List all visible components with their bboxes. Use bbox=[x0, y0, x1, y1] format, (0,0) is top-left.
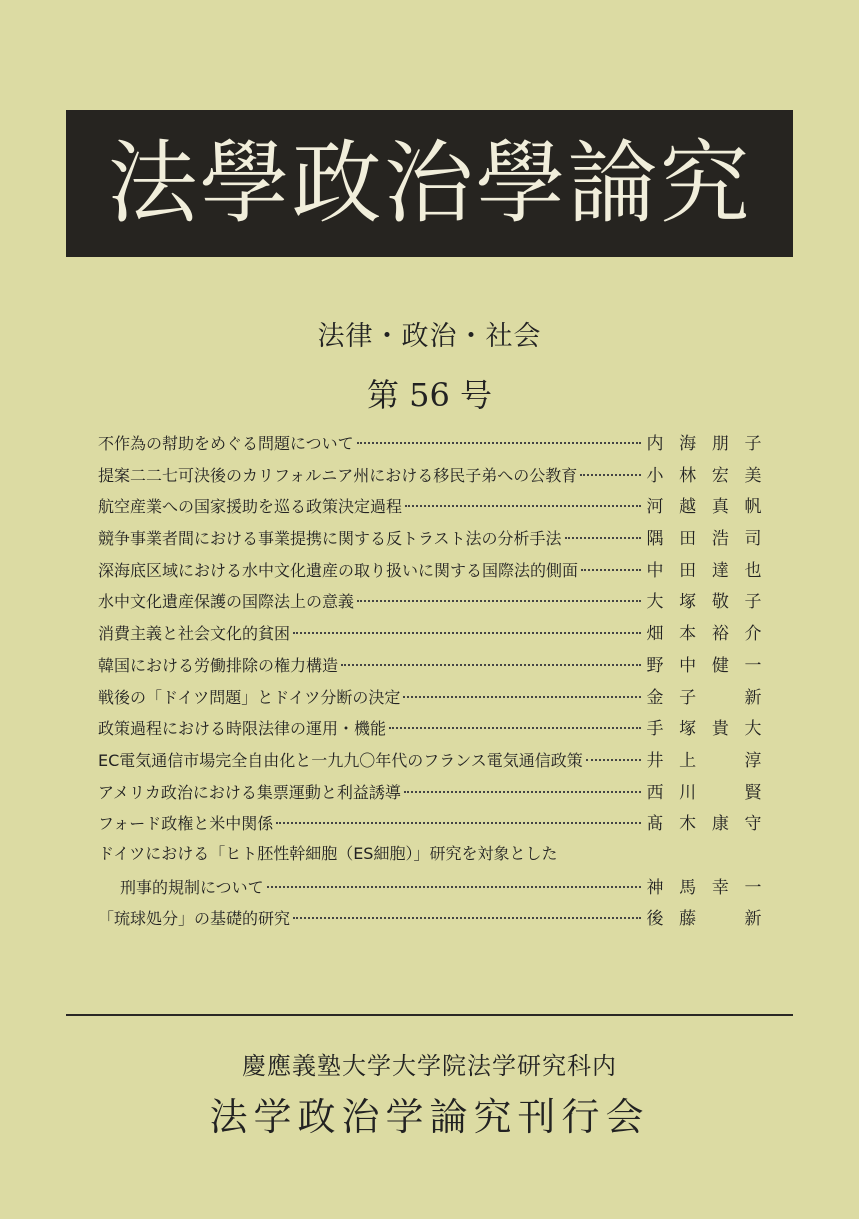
author-character: 新 bbox=[744, 909, 762, 930]
author-character: 馬 bbox=[679, 877, 697, 898]
toc-entry bbox=[98, 683, 764, 715]
author-character: 康 bbox=[711, 814, 729, 835]
subtitle: 法律・政治・社会 bbox=[317, 321, 542, 352]
table-of-contents bbox=[98, 429, 764, 936]
author-character: 木 bbox=[679, 814, 697, 835]
toc-entry-title: 深海底区域における水中文化遺産の取り扱いに関する国際法的側面 bbox=[98, 560, 579, 580]
toc-entry bbox=[98, 714, 764, 746]
toc-entry bbox=[98, 873, 764, 905]
author-character: 井 bbox=[646, 750, 664, 771]
author-character: 帆 bbox=[744, 497, 762, 518]
author-character: 塚 bbox=[679, 719, 697, 740]
author-character: 浩 bbox=[711, 529, 729, 550]
author-character bbox=[709, 683, 731, 708]
author-character: 手 bbox=[646, 719, 664, 740]
author-character: 河 bbox=[646, 497, 664, 518]
author-character: 塚 bbox=[679, 592, 697, 613]
author-character: 幸 bbox=[711, 877, 729, 898]
author-character bbox=[709, 778, 731, 803]
toc-leader-dots bbox=[580, 474, 641, 476]
toc-entry-title: 消費主義と社会文化的貧困 bbox=[98, 624, 291, 644]
toc-entry bbox=[98, 809, 764, 841]
author-character: 介 bbox=[744, 624, 762, 645]
author-character: 大 bbox=[744, 719, 762, 740]
author-character: 朋 bbox=[711, 434, 729, 454]
toc-entry bbox=[98, 524, 764, 556]
author-character: 一 bbox=[744, 877, 762, 898]
toc-entry-author bbox=[644, 461, 764, 486]
journal-title: 法學政治學論究 bbox=[107, 130, 752, 236]
author-character: 田 bbox=[679, 529, 697, 550]
toc-entry-title: 不作為の幇助をめぐる問題について bbox=[98, 434, 354, 453]
toc-entry-title: アメリカ政治における集票運動と利益誘導 bbox=[98, 782, 401, 802]
author-character: 一 bbox=[744, 655, 762, 676]
toc-entry-author bbox=[644, 904, 764, 929]
author-character: 藤 bbox=[679, 909, 697, 930]
toc-leader-dots bbox=[357, 600, 641, 602]
toc-leader-dots bbox=[293, 632, 641, 634]
toc-entry-title: 政策過程における時限法律の運用・機能 bbox=[98, 719, 387, 739]
toc-entry-author bbox=[644, 556, 764, 581]
toc-entry bbox=[98, 904, 764, 936]
toc-entry-author bbox=[644, 809, 764, 834]
author-character: 新 bbox=[744, 687, 762, 708]
toc-entry bbox=[98, 587, 764, 619]
author-character: 上 bbox=[679, 750, 697, 771]
toc-entry-author bbox=[644, 651, 764, 676]
author-character: 司 bbox=[744, 529, 762, 550]
toc-leader-dots bbox=[565, 537, 641, 539]
author-character: 畑 bbox=[646, 624, 664, 645]
toc-leader-dots bbox=[404, 791, 641, 793]
toc-leader-dots bbox=[586, 759, 641, 761]
toc-entry bbox=[98, 429, 764, 461]
toc-entry-author bbox=[644, 683, 764, 708]
title-band bbox=[66, 110, 793, 257]
author-character: 林 bbox=[679, 465, 697, 486]
toc-leader-dots bbox=[357, 442, 641, 444]
author-character: 淳 bbox=[744, 750, 762, 771]
toc-entry-title: 航空産業への国家援助を巡る政策決定過程 bbox=[98, 497, 403, 517]
toc-entry-title: フォード政権と米中関係 bbox=[98, 814, 274, 834]
toc-entry-title: 「琉球処分」の基礎的研究 bbox=[98, 909, 291, 929]
author-character: 小 bbox=[646, 465, 664, 486]
author-character: 神 bbox=[646, 877, 664, 898]
publisher-name: 法学政治学論究刊行会 bbox=[209, 1095, 650, 1139]
author-character: 野 bbox=[646, 655, 664, 676]
author-character: 大 bbox=[646, 592, 664, 613]
author-character: 守 bbox=[744, 814, 762, 835]
toc-leader-dots bbox=[341, 664, 641, 666]
toc-leader-dots bbox=[403, 696, 641, 698]
author-character: 中 bbox=[646, 560, 664, 581]
author-character: 貴 bbox=[711, 719, 729, 740]
toc-entry-title: 戦後の「ドイツ問題」とドイツ分断の決定 bbox=[98, 687, 401, 707]
author-character: 真 bbox=[711, 497, 729, 518]
author-character: 也 bbox=[744, 560, 762, 581]
author-character: 中 bbox=[679, 655, 697, 676]
author-character: 子 bbox=[744, 592, 762, 613]
toc-entry-title: 提案二二七可決後のカリフォルニア州における移民子弟への公教育 bbox=[98, 465, 578, 485]
toc-entry-author bbox=[644, 873, 764, 898]
author-character: 金 bbox=[646, 687, 664, 708]
author-character: 美 bbox=[744, 465, 762, 486]
author-character: 賢 bbox=[744, 782, 762, 803]
toc-leader-dots bbox=[389, 727, 641, 729]
author-character: 後 bbox=[646, 909, 664, 930]
toc-entry bbox=[98, 461, 764, 493]
toc-entry-title: 競争事業者間における事業提携に関する反トラスト法の分析手法 bbox=[98, 529, 562, 549]
author-character: 宏 bbox=[711, 465, 729, 486]
author-character: 田 bbox=[679, 560, 697, 581]
toc-entry-author bbox=[644, 746, 764, 771]
author-character: 子 bbox=[744, 434, 762, 454]
toc-entry bbox=[98, 778, 764, 810]
divider bbox=[66, 1014, 793, 1016]
author-character: 髙 bbox=[646, 814, 664, 835]
toc-entry bbox=[98, 651, 764, 683]
author-character bbox=[709, 904, 731, 929]
toc-entry-title: 刑事的規制について bbox=[120, 877, 264, 897]
toc-entry-author bbox=[644, 778, 764, 803]
author-character: 越 bbox=[679, 497, 697, 518]
toc-entry-author bbox=[644, 714, 764, 739]
author-character: 健 bbox=[711, 655, 729, 676]
toc-entry-title: ドイツにおける「ヒト胚性幹細胞（ES細胞）」研究を対象とした bbox=[98, 843, 558, 863]
toc-entry-author bbox=[644, 429, 764, 454]
author-character: 川 bbox=[679, 782, 697, 803]
toc-entry bbox=[98, 492, 764, 524]
toc-entry-author bbox=[644, 524, 764, 549]
author-character: 海 bbox=[679, 434, 697, 454]
toc-entry-author bbox=[644, 492, 764, 517]
toc-entry-title: EC電気通信市場完全自由化と一九九〇年代のフランス電気通信政策 bbox=[98, 750, 583, 770]
author-character: 敬 bbox=[711, 592, 729, 613]
toc-leader-dots bbox=[405, 505, 641, 507]
publisher-affiliation: 慶應義塾大学大学院法学研究科内 bbox=[242, 1052, 617, 1080]
toc-leader-dots bbox=[276, 822, 641, 824]
issue-number: 第 56 号 bbox=[366, 376, 493, 414]
author-character: 裕 bbox=[711, 624, 729, 645]
toc-leader-dots bbox=[267, 886, 641, 888]
author-character: 西 bbox=[646, 782, 664, 803]
toc-entry bbox=[98, 841, 764, 873]
author-character: 隅 bbox=[646, 529, 664, 550]
toc-entry bbox=[98, 556, 764, 588]
toc-entry-author bbox=[644, 587, 764, 612]
toc-entry bbox=[98, 619, 764, 651]
toc-entry-author bbox=[644, 619, 764, 644]
toc-entry-title: 水中文化遺産保護の国際法上の意義 bbox=[98, 592, 355, 612]
author-character: 達 bbox=[711, 560, 729, 581]
toc-entry-title: 韓国における労働排除の権力構造 bbox=[98, 655, 339, 675]
toc-leader-dots bbox=[581, 569, 641, 571]
toc-leader-dots bbox=[293, 917, 641, 919]
author-character: 内 bbox=[646, 434, 664, 454]
toc-entry bbox=[98, 746, 764, 778]
author-character: 子 bbox=[679, 687, 697, 708]
author-character: 本 bbox=[679, 624, 697, 645]
author-character bbox=[709, 746, 731, 771]
